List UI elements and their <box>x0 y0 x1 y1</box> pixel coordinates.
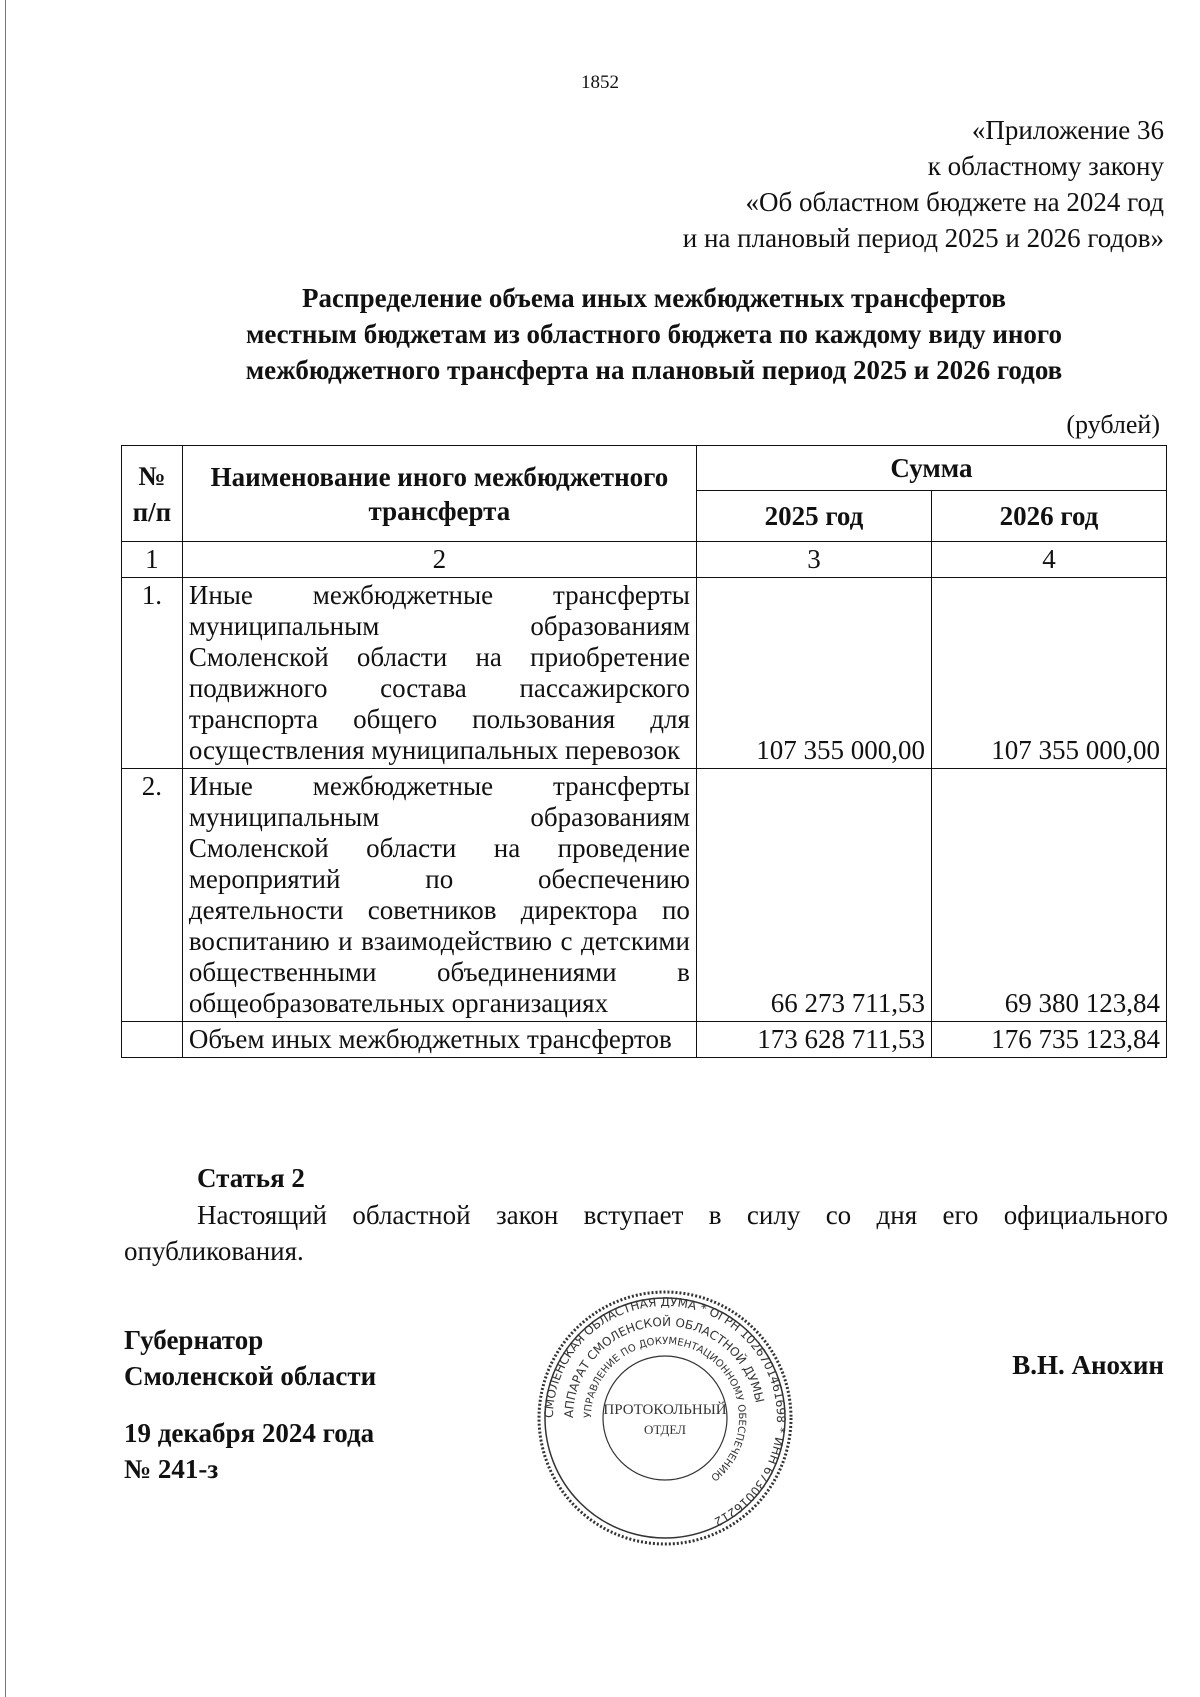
signatory-name: В.Н. Анохин <box>1012 1350 1164 1380</box>
appendix-reference <box>464 112 1164 256</box>
row-value-2026: 69 380 123,84 <box>931 769 1166 1022</box>
row-number: 1. <box>122 578 183 769</box>
stamp-outer-ring <box>539 1292 791 1544</box>
column-index: 4 <box>931 542 1166 578</box>
column-index-row <box>122 542 1167 578</box>
law-number: № 241-з <box>124 1454 219 1484</box>
header-year-2025: 2025 год <box>696 491 931 542</box>
scan-margin-line <box>5 0 6 1697</box>
header-row <box>122 446 1167 491</box>
header-num: № п/п <box>122 446 183 542</box>
stamp-inner-text: УПРАВЛЕНИЕ ПО ДОКУМЕНТАЦИОННОМУ ОБЕСПЕЧЕНИЮ <box>582 1335 748 1483</box>
document-title <box>124 280 1184 388</box>
column-index: 1 <box>122 542 183 578</box>
signatory-title-line-1: Губернатор <box>124 1325 264 1355</box>
stamp-outer-text: СМОЛЕНСКАЯ ОБЛАСТНАЯ ДУМА * ОГРН 1026701461698 * ИНН 6730016212 <box>541 1294 789 1529</box>
signatory-title-line-2: Смоленской области <box>124 1361 377 1391</box>
column-index: 3 <box>696 542 931 578</box>
appendix-line-3: «Об областном бюджете на 2024 год <box>745 187 1164 217</box>
stamp-center-line-1: ПРОТОКОЛЬНЫЙ <box>603 1402 727 1418</box>
official-stamp <box>535 1288 795 1548</box>
row-value-2026: 107 355 000,00 <box>931 578 1166 769</box>
law-date: 19 декабря 2024 года <box>124 1418 375 1448</box>
article-text: Настоящий областной закон вступает в силу со дня его официального опубликования. <box>124 1200 1168 1266</box>
total-value-2025: 173 628 711,53 <box>696 1022 931 1058</box>
row-name: Иные межбюджетные трансферты муниципальным образованиям Смоленской области на проведение мероприятий по обеспечению деятельности советников директора по воспитанию и взаимодействию с детскими общественными объединениями в общеобразовательных организациях <box>182 769 696 1022</box>
appendix-line-1: «Приложение 36 <box>971 115 1164 145</box>
appendix-line-2: к областному закону <box>927 151 1164 181</box>
unit-label: (рублей) <box>1066 410 1160 439</box>
table-row <box>122 578 1167 769</box>
article-heading: Статья 2 <box>197 1163 305 1193</box>
signatory-title <box>124 1322 376 1394</box>
total-empty-cell <box>122 1022 183 1058</box>
transfers-table <box>121 445 1167 1058</box>
row-number: 2. <box>122 769 183 1022</box>
stamp-middle-text: АППАРАТ СМОЛЕНСКОЙ ОБЛАСТНОЙ ДУМЫ <box>561 1314 767 1419</box>
column-index: 2 <box>182 542 696 578</box>
header-year-2026: 2026 год <box>931 491 1166 542</box>
header-name: Наименование иного межбюджетного трансферта <box>182 446 696 542</box>
title-line-3: межбюджетного трансферта на плановый период 2025 и 2026 годов <box>245 355 1063 385</box>
row-value-2025: 107 355 000,00 <box>696 578 931 769</box>
law-date-number <box>124 1415 374 1487</box>
stamp-inner-ring <box>603 1356 727 1480</box>
title-line-1: Распределение объема иных межбюджетных трансфертов <box>302 283 1006 313</box>
row-value-2025: 66 273 711,53 <box>696 769 931 1022</box>
stamp-center-line-2: ОТДЕЛ <box>644 1422 686 1437</box>
total-row <box>122 1022 1167 1058</box>
appendix-line-4: и на плановый период 2025 и 2026 годов» <box>682 223 1164 253</box>
title-line-2: местным бюджетам из областного бюджета по каждому виду иного <box>245 319 1063 349</box>
page-number: 1852 <box>581 72 619 93</box>
row-name: Иные межбюджетные трансферты муниципальным образованиям Смоленской области на приобретение подвижного состава пассажирского транспорта общего пользования для осуществления муниципальных перевозок <box>182 578 696 769</box>
total-label: Объем иных межбюджетных трансфертов <box>182 1022 696 1058</box>
header-sum: Сумма <box>696 446 1166 491</box>
total-value-2026: 176 735 123,84 <box>931 1022 1166 1058</box>
table-row <box>122 769 1167 1022</box>
